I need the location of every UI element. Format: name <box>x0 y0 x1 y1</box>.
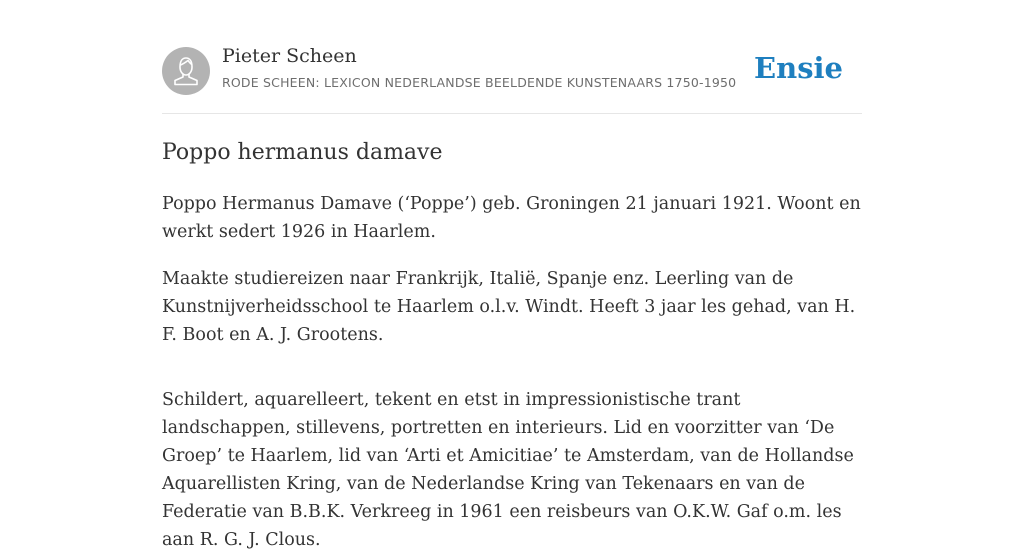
source-title-link[interactable]: RODE SCHEEN: LEXICON NEDERLANDSE BEELDENDE KUNSTENAARS 1750-1950 <box>222 75 737 90</box>
article-body <box>162 190 862 554</box>
article-paragraph: Maakte studiereizen naar Frankrijk, Italië, Spanje enz. Leerling van de Kunstnijverheidsschool te Haarlem o.l.v. Windt. Heeft 3 jaar les gehad, van H. F. Boot en A. J. Grootens. <box>162 269 856 345</box>
author-name-link[interactable]: Pieter Scheen <box>222 45 357 67</box>
article-paragraph: Poppo Hermanus Damave (‘Poppe’) geb. Groningen 21 januari 1921. Woont en werkt sedert 1926 in Haarlem. <box>162 194 861 242</box>
article-header <box>162 47 862 114</box>
author-avatar[interactable] <box>162 47 210 95</box>
user-silhouette-icon <box>162 47 210 95</box>
page <box>162 0 862 554</box>
ensie-logo-link[interactable]: Ensie <box>754 51 843 85</box>
article-paragraph: Schildert, aquarelleert, tekent en etst in impressionistische trant landschappen, stillevens, portretten en interieurs. Lid en voorzitter van ‘De Groep’ te Haarlem, lid van ‘Arti et Amicitiae’ te Amsterdam, van de Hollandse Aquarellisten Kring, van de Nederlandse Kring van Tekenaars en van de Federatie van B.B.K. Verkreeg in 1961 een reisbeurs van O.K.W. Gaf o.m. les aan R. G. J. Clous. <box>162 390 854 550</box>
article-title: Poppo hermanus damave <box>162 140 443 165</box>
